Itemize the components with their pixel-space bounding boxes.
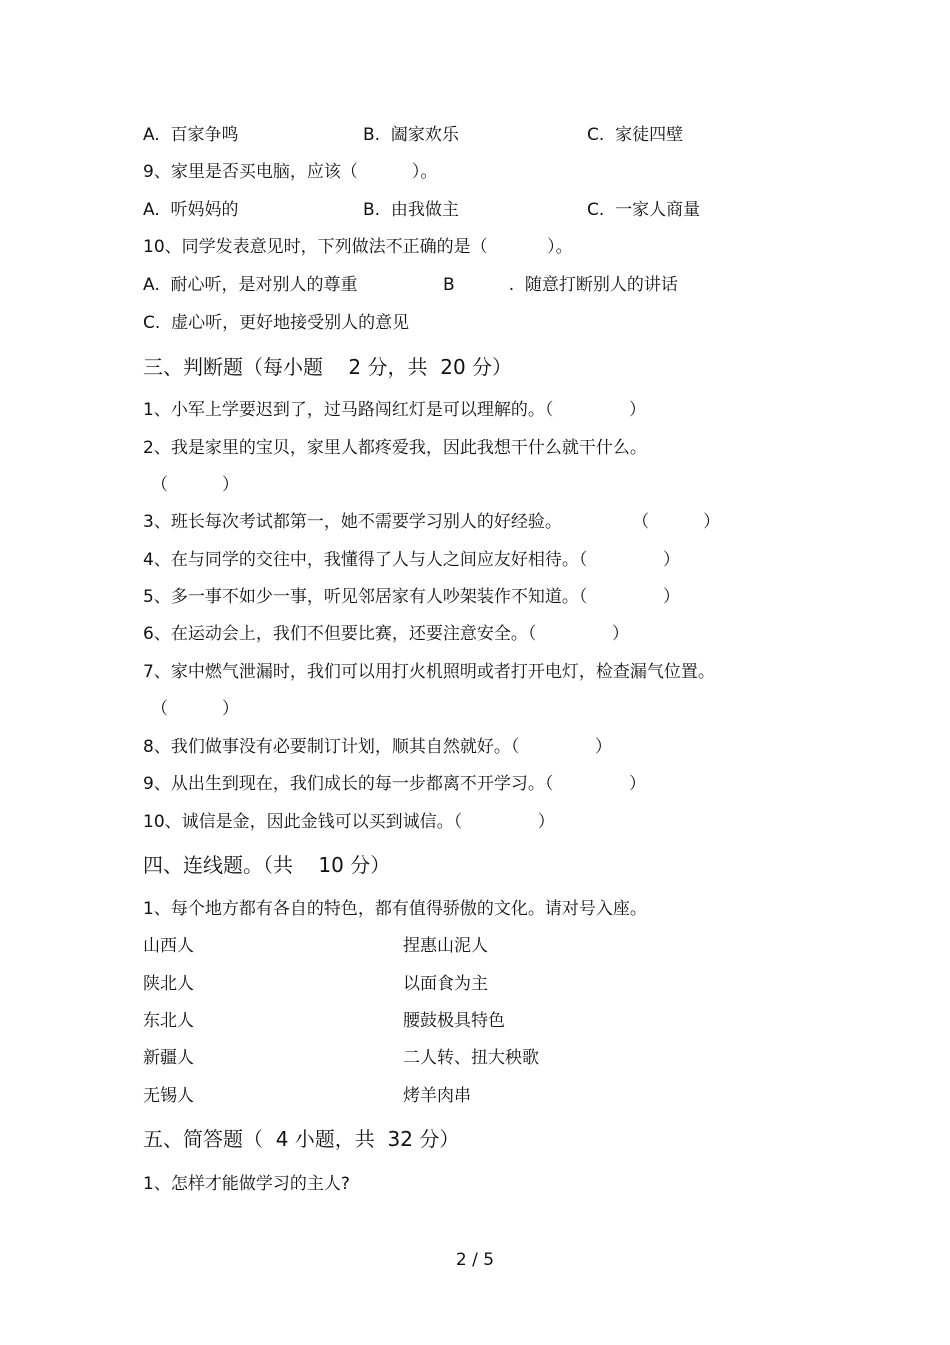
q10-option-b: B . 随意打断别人的讲话 — [443, 275, 678, 295]
judge-item-4: 4、在与同学的交往中，我懂得了人与人之间应友好相待。（ ） — [143, 550, 680, 570]
section4-title: 四、连线题。（共 10 分） — [143, 853, 391, 877]
judge-item-9: 9、从出生到现在，我们成长的每一步都离不开学习。（ ） — [143, 774, 646, 794]
match-left-4: 新疆人 — [143, 1048, 194, 1068]
match-left-3: 东北人 — [143, 1011, 194, 1031]
judge-item-7-blank: （ ） — [151, 699, 240, 719]
match-right-4: 二人转、扭大秧歌 — [403, 1048, 539, 1068]
q8-option-b: B. 阖家欢乐 — [363, 125, 459, 145]
section4-prompt: 1、每个地方都有各自的特色，都有值得骄傲的文化。请对号入座。 — [143, 899, 647, 919]
match-left-1: 山西人 — [143, 936, 194, 956]
match-right-3: 腰鼓极具特色 — [403, 1011, 505, 1031]
match-left-5: 无锡人 — [143, 1086, 194, 1106]
judge-item-7: 7、家中燃气泄漏时，我们可以用打火机照明或者打开电灯，检查漏气位置。 — [143, 662, 715, 682]
q8-option-a: A. 百家争鸣 — [143, 125, 239, 145]
match-right-2: 以面食为主 — [403, 974, 488, 994]
judge-item-10: 10、诚信是金，因此金钱可以买到诚信。（ ） — [143, 812, 555, 832]
match-left-2: 陕北人 — [143, 974, 194, 994]
page-number: 2 / 5 — [455, 1250, 495, 1270]
section5-title: 五、简答题（ 4 小题，共 32 分） — [143, 1127, 460, 1151]
q9-option-a: A. 听妈妈的 — [143, 200, 239, 220]
q10-option-a: A. 耐心听，是对别人的尊重 — [143, 275, 358, 295]
judge-item-1: 1、小军上学要迟到了，过马路闯红灯是可以理解的。（ ） — [143, 400, 646, 420]
section3-title: 三、判断题（每小题 2 分，共 20 分） — [143, 355, 513, 379]
judge-item-2: 2、我是家里的宝贝，家里人都疼爱我，因此我想干什么就干什么。 — [143, 438, 647, 458]
judge-item-8: 8、我们做事没有必要制订计划，顺其自然就好。（ ） — [143, 737, 612, 757]
judge-item-2-blank: （ ） — [151, 475, 240, 495]
q9-stem: 9、家里是否买电脑，应该（ ）。 — [143, 162, 438, 182]
q10-stem: 10、同学发表意见时，下列做法不正确的是（ ）。 — [143, 237, 573, 257]
section5-q1: 1、怎样才能做学习的主人? — [143, 1174, 350, 1194]
q8-option-c: C. 家徒四壁 — [587, 125, 684, 145]
judge-item-5: 5、多一事不如少一事，听见邻居家有人吵架装作不知道。（ ） — [143, 587, 680, 607]
q9-option-c: C. 一家人商量 — [587, 200, 701, 220]
judge-item-3: 3、班长每次考试都第一，她不需要学习别人的好经验。 （ ） — [143, 512, 721, 532]
match-right-5: 烤羊肉串 — [403, 1086, 471, 1106]
match-right-1: 捏惠山泥人 — [403, 936, 488, 956]
judge-item-6: 6、在运动会上，我们不但要比赛，还要注意安全。（ ） — [143, 624, 629, 644]
q10-option-c: C. 虚心听，更好地接受别人的意见 — [143, 313, 410, 333]
q9-option-b: B. 由我做主 — [363, 200, 459, 220]
